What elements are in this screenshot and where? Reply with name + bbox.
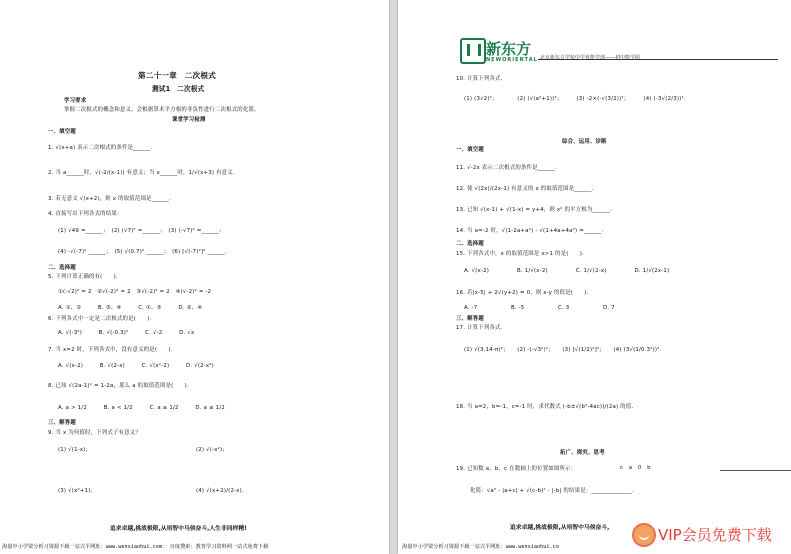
question-10: 10. 计算下列各式. xyxy=(456,76,503,82)
footer-website-right: 海量中小学资分析习资源下载一站式平网址：www.wenxiaohui.co xyxy=(402,544,559,550)
logo-mark-icon xyxy=(460,38,486,64)
question-9-part-4: (4) √(x+2)/(2-x). xyxy=(196,488,244,494)
question-9-part-3: (3) √(x²+1)； xyxy=(58,488,97,494)
question-8: 8. 已知 √(2a-1)² = 1-2a，那么 a 的取值范围是( ). xyxy=(48,383,189,389)
question-1: 1. √(x+a) 表示二次根式的条件是______. xyxy=(48,145,153,151)
footer-slogan: 追求卓越,挑战极限,从培智中马侯奋斗,人生非同样精! xyxy=(110,526,247,532)
header-rule xyxy=(538,59,778,60)
right-page xyxy=(398,0,791,554)
question-13: 13. 已知 √(x-1) + √(1-x) = y+4，则 x² 的平方根为______. xyxy=(456,207,612,213)
question-19-simplify: 化简：√a² - |a+c| + √(c-b)² - |-b| 的结果是：______________. xyxy=(470,488,634,494)
part-heading-choice-2: 二、选择题 xyxy=(456,241,484,247)
number-line-labels: c a 0 b xyxy=(620,465,651,471)
question-12: 12. 使 √(2x)/(2x-1) 有意义的 x 的取值范围是______. xyxy=(456,186,594,192)
vip-download-label: VIP会员免费下载 xyxy=(658,526,772,544)
smiley-chat-icon xyxy=(632,523,656,547)
question-17-parts: (1) √(3.14-π)²； (2) -(-√3²)²； (3) [√(1/2)²]²； (4) (3√(1/0.3²))². xyxy=(464,347,662,353)
part-heading-answer-2: 三、解答题 xyxy=(456,316,484,322)
question-14: 14. 当 a=-2 时，√(1-2a+a²) - √(1+4a+4a²) =______. xyxy=(456,228,604,234)
question-17: 17. 计算下列各式. xyxy=(456,325,503,331)
left-page xyxy=(0,0,389,554)
logo-name: 新东方 xyxy=(486,40,532,58)
question-15-options: A. √(x-2) B. 1/√(x-2) C. 1/√(2-x) D. 1/√(2x-1) xyxy=(464,268,670,274)
question-5: 5. 下列计算正确的有( ). xyxy=(48,274,118,280)
question-16: 16. 若|x-5| + 2√(y+2) = 0，则 x-y 的值是( ). xyxy=(456,290,589,296)
question-9: 9. 当 x 为何值时，下列式子有意义？ xyxy=(48,430,141,436)
question-15: 15. 下列各式中，x 的取值范围是 x>1 的是( ). xyxy=(456,251,584,257)
question-6-options: A. √(-3²) B. √(-0.3)² C. √-2 D. √x xyxy=(58,330,195,336)
part-heading-fill-2: 一、填空题 xyxy=(456,147,484,153)
question-4-row-a: (1) √49 =______； (2) (√7)² =______； (3) (-√7)² =______； xyxy=(58,228,225,234)
question-11: 11. √-2x 表示二次根式的条件是______. xyxy=(456,165,557,171)
section-comprehensive: 综合、运用、诊断 xyxy=(562,139,607,145)
part-heading-choice: 二、选择题 xyxy=(48,265,76,271)
question-3: 3. 若无意义 √(x+2)，则 x 的取值范围是______. xyxy=(48,196,171,202)
new-oriental-logo xyxy=(456,36,546,66)
question-4: 4. 直接写出下列各式的结果： xyxy=(48,211,123,217)
classroom-label: 课堂学习检测 xyxy=(172,117,206,123)
question-18: 18. 当 a=2，b=-1，c=-1 时，求代数式 (-b±√(b²-4ac))/(2a) 的值. xyxy=(456,404,634,410)
question-7-options: A. √(x-2) B. √(2-x) C. √(x²-2) D. √(2-x²) xyxy=(58,363,214,369)
footer-website: 海量中小学资分析习资源下载一站式平网址：www.wenxiaohui.com： 百度搜索：教育学习资料网一站式免费下载 xyxy=(2,544,269,550)
question-9-part-2: (2) √(-x²)； xyxy=(196,447,228,453)
question-6: 6. 下列各式中一定是二次根式的是( ). xyxy=(48,316,152,322)
part-heading-fill: 一、填空题 xyxy=(48,129,76,135)
chapter-title: 第二十一章 二次根式 xyxy=(138,71,216,80)
question-16-options: A. -7 B. -5 C. 3 D. 7 xyxy=(464,305,615,311)
section-explore: 拓广、探究、思考 xyxy=(560,450,605,456)
question-5-options: A. ①、② B. ③、④ C. ①、③ D. ②、④ xyxy=(58,305,203,311)
question-4-row-b: (4) -√(-7)² ______； (5) √(0.7)² ______； (6) [√(-7)²]² ______. xyxy=(58,249,227,255)
question-19: 19. 已知数 a，b，c 在数轴上的位置如图所示： xyxy=(456,466,577,472)
section-title: 测试1 二次根式 xyxy=(152,85,205,93)
question-5-statements: ①(-√2)² = 2 ②√(-2)² = 2 ③√(-2)² = 2 ④(√-2)² = -2 xyxy=(58,289,212,295)
question-7: 7. 当 x=2 时，下列各式中，没有意义的是( ). xyxy=(48,347,173,353)
logo-english: NEWORIENTAL xyxy=(486,57,538,63)
header-text: 北京新东方学校中学优能学部——初中数学组 xyxy=(540,55,641,61)
study-req-heading: 学习要求 xyxy=(64,98,87,104)
study-req-text: 掌握二次根式的概念和意义，会根据算术平方根的非负性进行二次根式的化简。 xyxy=(64,107,260,113)
footer-slogan-right: 追求卓越,挑战极限,从培智中马侯奋斗, xyxy=(510,525,610,531)
part-heading-answer: 三、解答题 xyxy=(48,420,76,426)
question-9-part-1: (1) √(1-x)； xyxy=(58,447,92,453)
number-line xyxy=(720,470,791,471)
vip-download-button[interactable] xyxy=(626,520,786,546)
question-2: 2. 当 a______时，√(-2/(x-1)) 有意义；当 x______时，1/√(x+3) 有意义. xyxy=(48,170,235,176)
question-10-parts: (1) (3√2)²； (2) (√(a²+1))²； (3) -2×(-√(3/2))²； (4) (-3√(2/3))². xyxy=(464,96,686,102)
question-8-options: A. a > 1/2 B. a < 1/2 C. a ≥ 1/2 D. a ≤ 1/2 xyxy=(58,405,225,411)
